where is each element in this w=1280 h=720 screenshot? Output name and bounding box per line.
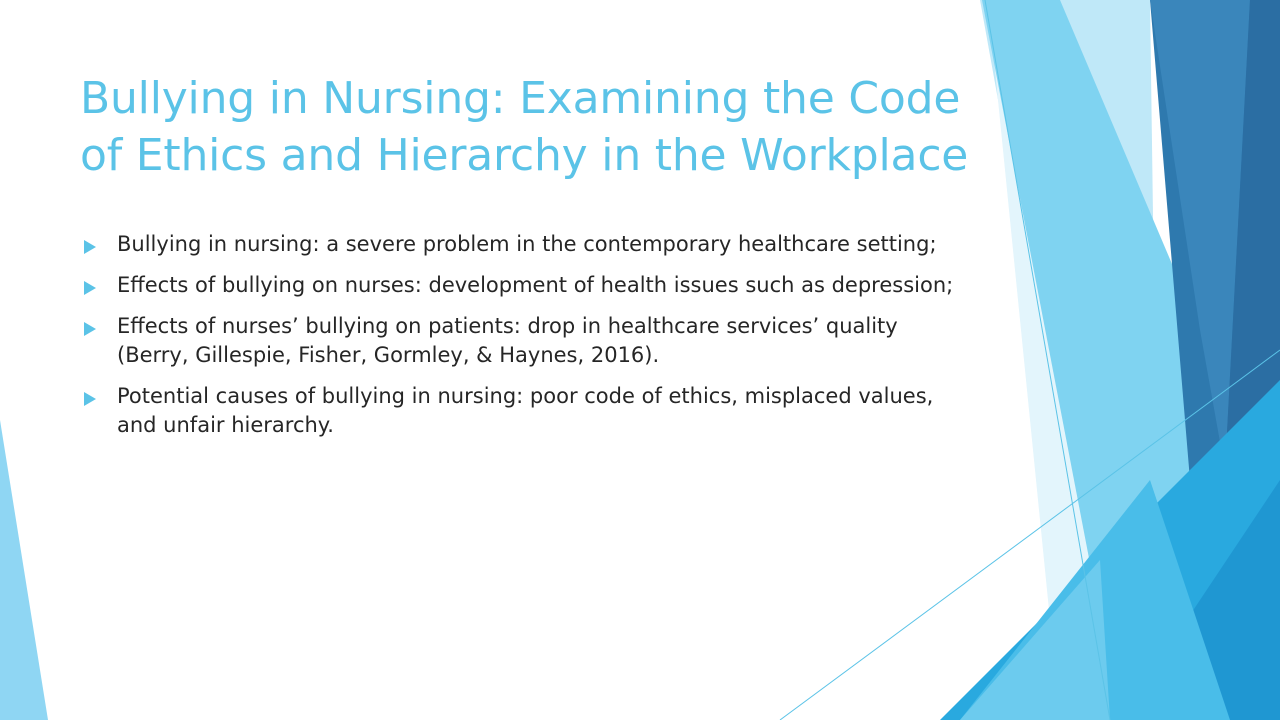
bullet-text: Bullying in nursing: a severe problem in the contemporary healthcare setting; (117, 232, 937, 256)
bullet-text: Effects of nurses’ bullying on patients: drop in healthcare services’ quality (Berry, Gillespie, Fisher, Gormley, & Haynes, 2016). (117, 314, 898, 367)
left-edge-shape (0, 420, 48, 720)
triangle-arrow-right-icon (84, 392, 96, 406)
triangle-arrow-right-icon (84, 240, 96, 254)
right-facet-soft (960, 560, 1110, 720)
bullet-item (80, 271, 970, 300)
bullet-text: Effects of bullying on nurses: development of health issues such as depression; (117, 273, 954, 297)
bullet-text: Potential causes of bullying in nursing: poor code of ethics, misplaced values, and unfair hierarchy. (117, 384, 934, 437)
slide-title: Bullying in Nursing: Examining the Code of Ethics and Hierarchy in the Workplace (80, 73, 969, 181)
bullet-item (80, 382, 970, 440)
triangle-arrow-right-icon (84, 281, 96, 295)
bullet-list (80, 230, 970, 452)
triangle-arrow-right-icon (84, 322, 96, 336)
bullet-item (80, 230, 970, 259)
bullet-item (80, 312, 970, 370)
